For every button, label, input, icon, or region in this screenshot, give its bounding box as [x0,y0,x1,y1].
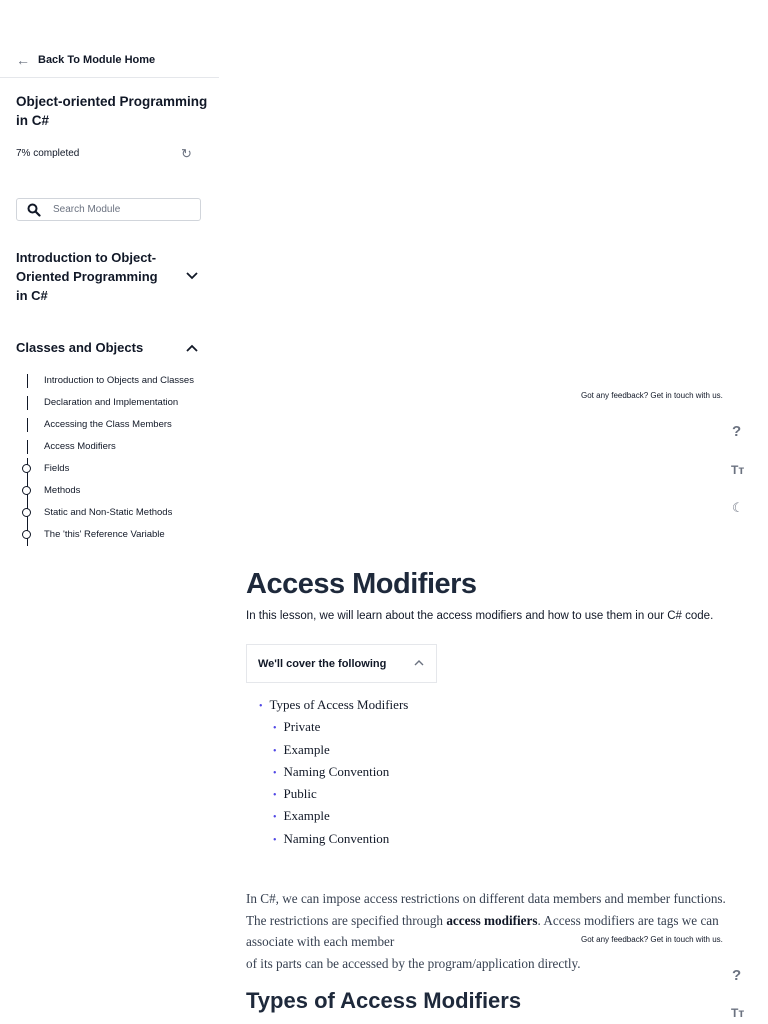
lesson-title: Access Modifiers [246,568,477,600]
lesson-intro: In this lesson, we will learn about the access modifiers and how to use them in our C# code. [246,610,714,622]
toc-item[interactable] [259,783,408,805]
section-label: Classes and Objects [16,340,144,355]
toc-item-label: Private [283,719,321,735]
lesson-list [20,370,219,546]
toc-item[interactable] [259,805,408,827]
lesson-item[interactable] [20,414,219,436]
para-text: In C#, we can impose access restrictions on different data members and member functions. The restrictions are specified through [246,891,726,928]
sidebar-divider [0,77,219,78]
lesson-item[interactable] [20,392,219,414]
progress-text: 7% completed [16,148,80,159]
circle-icon [22,464,31,473]
para-bold-term: access modifiers [446,912,538,928]
completed-line-icon [27,374,28,388]
toc-item[interactable] [259,739,408,761]
toc-list [259,694,408,850]
lesson-label: Fields [44,463,70,474]
lesson-label: Introduction to Objects and Classes [44,375,194,386]
lesson-label: Static and Non-Static Methods [44,507,173,518]
toc-toggle[interactable] [246,644,437,683]
bullet-icon: • [273,790,277,802]
chevron-up-icon [414,658,424,669]
chevron-up-icon [186,339,198,358]
course-title: Object-oriented Programming in C# [16,94,208,128]
section-classes-objects[interactable] [16,338,206,357]
section-heading: Types of Access Modifiers [246,988,522,1013]
lesson-item[interactable] [20,502,219,524]
toc-item[interactable] [259,694,408,716]
toc-item-label: Naming Convention [283,763,390,779]
toc-item-label: Naming Convention [283,830,390,846]
toc-item-label: Example [283,741,330,757]
toc-title: We'll cover the following [258,657,387,670]
bullet-icon: • [273,745,277,757]
feedback-link[interactable]: Got any feedback? Get in touch with us. [581,391,723,400]
lesson-label: Access Modifiers [44,441,116,452]
lesson-item[interactable] [20,480,219,502]
toc-item-label: Types of Access Modifiers [269,697,409,712]
lesson-label: Accessing the Class Members [44,419,172,430]
section-intro-oop[interactable] [16,248,206,305]
bullet-icon: • [273,812,277,824]
completed-line-icon [27,440,28,454]
dark-mode-icon[interactable]: ☾ [732,500,744,515]
toc-item-label: Example [283,808,330,824]
refresh-icon[interactable]: ↻ [181,146,192,161]
text-size-icon[interactable]: Tт [731,1006,745,1020]
para-text: . Access modifiers are tags we can associate with each member [246,912,719,949]
circle-icon [22,508,31,517]
lesson-label: The 'this' Reference Variable [44,529,165,540]
lesson-label: Methods [44,485,81,496]
back-label: Back To Module Home [38,54,156,66]
bullet-icon: • [273,767,277,779]
section-label: Introduction to Object-Oriented Programming in C# [16,250,158,303]
help-icon[interactable]: ? [732,423,742,440]
completed-line-icon [27,418,28,432]
para-text: of its parts can be accessed by the program/application directly. [246,955,581,971]
search-input[interactable] [51,203,195,216]
bullet-icon: • [259,701,263,712]
arrow-left-icon: ← [16,52,30,68]
lesson-item[interactable] [20,524,219,546]
help-icon[interactable]: ? [732,967,742,984]
bullet-icon: • [273,834,277,846]
back-to-module-link[interactable] [16,50,155,70]
text-size-icon[interactable]: Tт [731,463,745,477]
sidebar [0,0,219,560]
search-module [16,198,201,221]
lesson-item[interactable] [20,370,219,392]
chevron-down-icon [186,267,198,286]
circle-icon [22,530,31,539]
toc-item[interactable] [259,716,408,738]
lesson-label: Declaration and Implementation [44,397,179,408]
toc-item[interactable] [259,828,408,850]
search-icon [27,203,41,217]
lesson-item[interactable] [20,458,219,480]
lesson-paragraph [246,888,726,974]
toc-item-label: Public [283,786,317,802]
bullet-icon: • [273,723,277,735]
circle-icon [22,486,31,495]
lesson-item-active[interactable] [20,436,219,458]
completed-line-icon [27,396,28,410]
toc-item[interactable] [259,761,408,783]
feedback-link[interactable]: Got any feedback? Get in touch with us. [581,935,723,944]
